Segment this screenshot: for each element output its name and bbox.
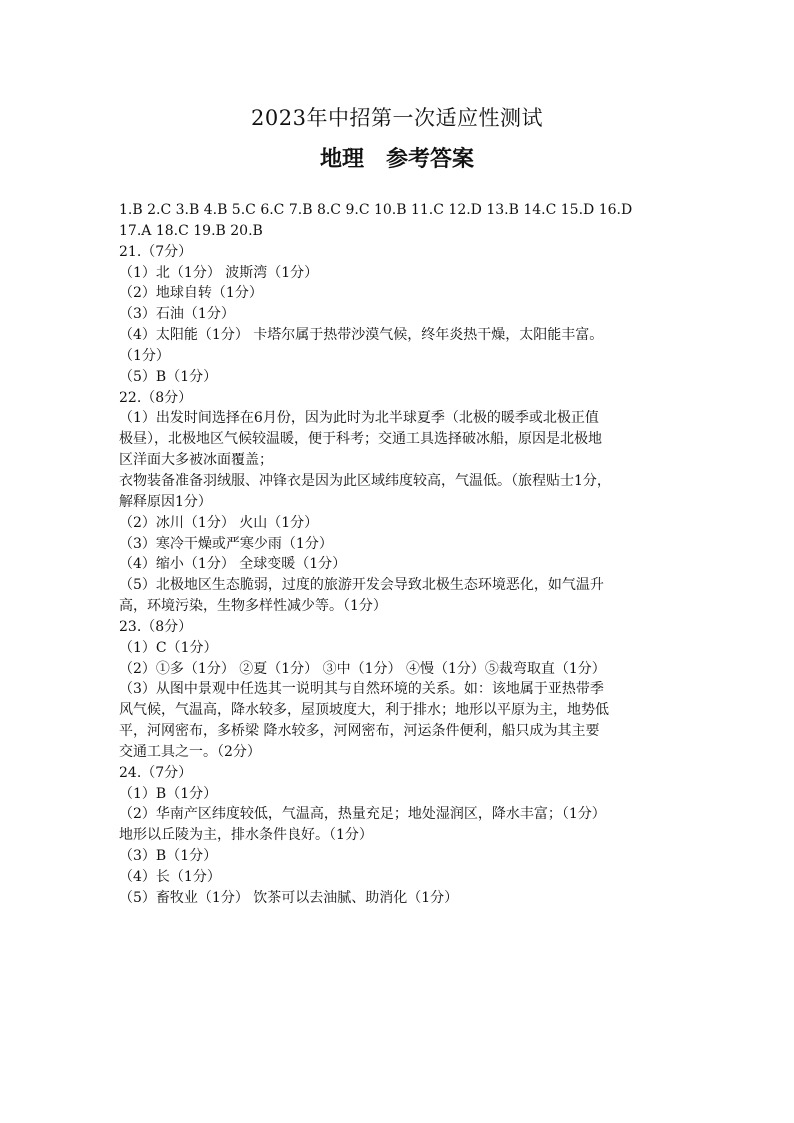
answer-line: 风气候，气温高，降水较多，屋顶坡度大，利于排水；地形以平原为主，地势低 [119,702,609,719]
question-heading: 21.（7分） [119,243,193,260]
answer-line: 高，环境污染，生物多样性减少等。（1分） [119,598,387,615]
answer-line: （1）出发时间选择在6月份，因为此时为北半球夏季（北极的暖季或北极正值 [119,410,599,427]
answer-line: （2）华南产区纬度较低，气温高，热量充足；地处湿润区，降水丰富；（1分） [119,806,606,823]
answer-line: （3）B（1分） [119,848,218,865]
answer-line: 平，河网密布，多桥梁 降水较多，河网密布，河运条件便利，船只成为其主要 [119,723,600,740]
answer-line: （5）畜牧业（1分） 饮茶可以去油腻、助消化（1分） [119,889,459,906]
answer-line: （3）石油（1分） [119,306,235,323]
answer-line: （1分） [119,347,170,364]
answer-line: （4）缩小（1分） 全球变暖（1分） [119,556,347,573]
question-heading: 22.（8分） [119,389,193,406]
answer-line: 衣物装备准备羽绒服、冲锋衣是因为此区域纬度较高，气温低。（旅程贴士1分， [119,472,611,489]
question-heading: 24.（7分） [119,764,193,781]
answer-line: 极昼），北极地区气候较温暖，便于科考；交通工具选择破冰船，原因是北极地 [119,431,602,448]
answer-line: （5）北极地区生态脆弱，过度的旅游开发会导致北极生态环境恶化，如气温升 [119,577,604,594]
answer-line: （5）B（1分） [119,368,218,385]
answer-line: 交通工具之一。（2分） [119,743,261,760]
answer-line: （3）从图中景观中任选其一说明其与自然环境的关系。如：该地属于亚热带季 [119,681,604,698]
answer-line: 解释原因1分） [119,493,212,510]
answer-line: （1）北（1分） 波斯湾（1分） [119,264,319,281]
answer-line: （2）地球自转（1分） [119,285,263,302]
page-subtitle: 地理 参考答案 [319,147,474,172]
answer-line: （1）B（1分） [119,785,218,802]
answer-line: （2）冰川（1分） 火山（1分） [119,514,319,531]
answer-line: （4）太阳能（1分） 卡塔尔属于热带沙漠气候，终年炎热干燥，太阳能丰富。 [119,327,604,344]
answer-line: 地形以丘陵为主，排水条件良好。（1分） [119,827,373,844]
answer-line: 1.B 2.C 3.B 4.B 5.C 6.C 7.B 8.C 9.C 10.B 11.C 12.D 13.B 14.C 15.D 16.D [119,202,633,218]
page-title: 2023年中招第一次适应性测试 [251,106,543,130]
answer-line: （1）C（1分） [119,639,218,656]
question-heading: 23.（8分） [119,618,193,635]
answer-line: （2）①多（1分） ②夏（1分） ③中（1分） ④慢（1分）⑤裁弯取直（1分） [119,660,606,677]
answer-line: 17.A 18.C 19.B 20.B [119,222,263,239]
answer-line: （3）寒冷干燥或严寒少雨（1分） [119,535,333,552]
answer-body [119,200,689,909]
answer-line: （4）长（1分） [119,869,221,885]
answer-line: 区洋面大多被冰面覆盖； [119,452,273,469]
